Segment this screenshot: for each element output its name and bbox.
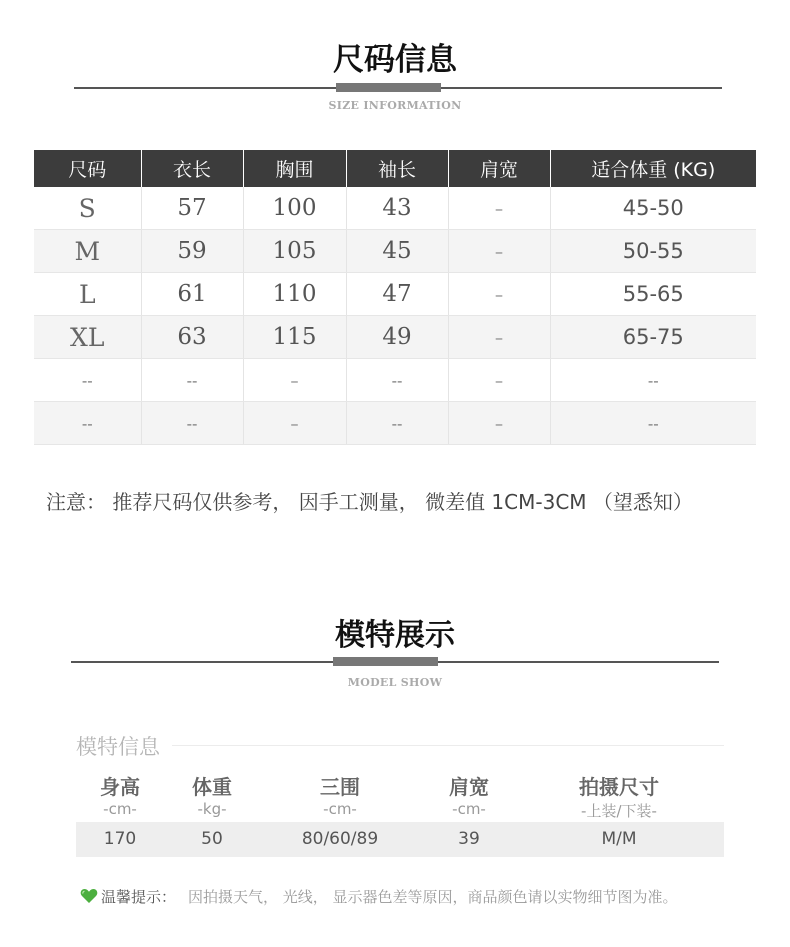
table-cell: – xyxy=(243,359,346,402)
table-cell: 63 xyxy=(141,316,243,359)
header-shoulder: 肩宽 xyxy=(448,150,550,187)
model-value-height: 170 xyxy=(103,829,137,849)
model-value-weight: 50 xyxy=(201,829,223,849)
table-cell: 105 xyxy=(243,230,346,273)
model-unit-shoulder: -cm- xyxy=(452,800,486,818)
table-cell: -- xyxy=(550,359,756,402)
model-unit-height: -cm- xyxy=(103,800,137,818)
model-label-weight: 体重 xyxy=(192,775,232,799)
model-value-measurements: 80/60/89 xyxy=(301,829,379,849)
header-chest: 胸围 xyxy=(243,150,346,187)
table-cell: 59 xyxy=(141,230,243,273)
table-cell: -- xyxy=(346,402,448,445)
model-unit-measurements: -cm- xyxy=(323,800,357,818)
model-value-shoot-size: M/M xyxy=(601,829,637,849)
size-section-title: 尺码信息 xyxy=(333,42,457,78)
table-cell: -- xyxy=(34,402,141,445)
model-unit-shoot-size: -上装/下装- xyxy=(581,802,657,820)
model-section-divider-accent xyxy=(333,657,438,666)
table-cell: 47 xyxy=(346,273,448,316)
model-label-height: 身高 xyxy=(100,775,140,799)
table-cell: XL xyxy=(34,316,141,359)
table-cell: – xyxy=(448,359,550,402)
table-cell: -- xyxy=(141,359,243,402)
model-label-shoulder: 肩宽 xyxy=(449,775,489,799)
table-row xyxy=(34,230,756,273)
table-cell: 45-50 xyxy=(550,187,756,230)
table-cell: 100 xyxy=(243,187,346,230)
table-cell: -- xyxy=(346,359,448,402)
table-cell: – xyxy=(448,316,550,359)
table-row xyxy=(34,187,756,230)
model-label-measurements: 三围 xyxy=(320,775,360,799)
size-table xyxy=(34,150,756,445)
size-note: 注意： 推荐尺码仅供参考， 因手工测量， 微差值 1CM-3CM （望悉知） xyxy=(46,490,693,514)
model-label-shoot-size: 拍摄尺寸 xyxy=(579,775,659,799)
table-cell: M xyxy=(34,230,141,273)
table-cell: – xyxy=(448,402,550,445)
table-row xyxy=(34,402,756,445)
table-cell: S xyxy=(34,187,141,230)
model-section-title: 模特展示 xyxy=(335,618,455,653)
table-cell: – xyxy=(448,273,550,316)
table-cell: – xyxy=(448,230,550,273)
size-section-divider-accent xyxy=(336,83,441,92)
green-heart-icon xyxy=(80,888,98,908)
table-cell: 45 xyxy=(346,230,448,273)
table-cell: 50-55 xyxy=(550,230,756,273)
table-cell: L xyxy=(34,273,141,316)
header-weight: 适合体重 (KG) xyxy=(550,150,756,187)
table-row xyxy=(34,273,756,316)
table-cell: 65-75 xyxy=(550,316,756,359)
header-length: 衣长 xyxy=(141,150,243,187)
header-size: 尺码 xyxy=(34,150,141,187)
size-section-subtitle: SIZE INFORMATION xyxy=(328,99,462,112)
table-cell: – xyxy=(243,402,346,445)
table-row xyxy=(34,316,756,359)
model-info-divider xyxy=(172,745,724,746)
table-cell: -- xyxy=(141,402,243,445)
size-table-header xyxy=(34,150,756,187)
table-cell: -- xyxy=(550,402,756,445)
table-cell: 61 xyxy=(141,273,243,316)
tip-line xyxy=(80,886,678,908)
table-cell: 110 xyxy=(243,273,346,316)
tip-text: 因拍摄天气， 光线， 显示器色差等原因，商品颜色请以实物细节图为准。 xyxy=(188,888,678,906)
table-row xyxy=(34,359,756,402)
table-cell: – xyxy=(448,187,550,230)
table-cell: 55-65 xyxy=(550,273,756,316)
model-unit-weight: -kg- xyxy=(197,800,227,818)
table-cell: 115 xyxy=(243,316,346,359)
model-value-shoulder: 39 xyxy=(458,829,480,849)
table-cell: 57 xyxy=(141,187,243,230)
table-cell: 43 xyxy=(346,187,448,230)
model-section-subtitle: MODEL SHOW xyxy=(347,676,443,689)
table-cell: 49 xyxy=(346,316,448,359)
tip-label: 温馨提示： xyxy=(101,888,177,906)
model-info-heading: 模特信息 xyxy=(76,735,160,759)
header-sleeve: 袖长 xyxy=(346,150,448,187)
table-cell: -- xyxy=(34,359,141,402)
